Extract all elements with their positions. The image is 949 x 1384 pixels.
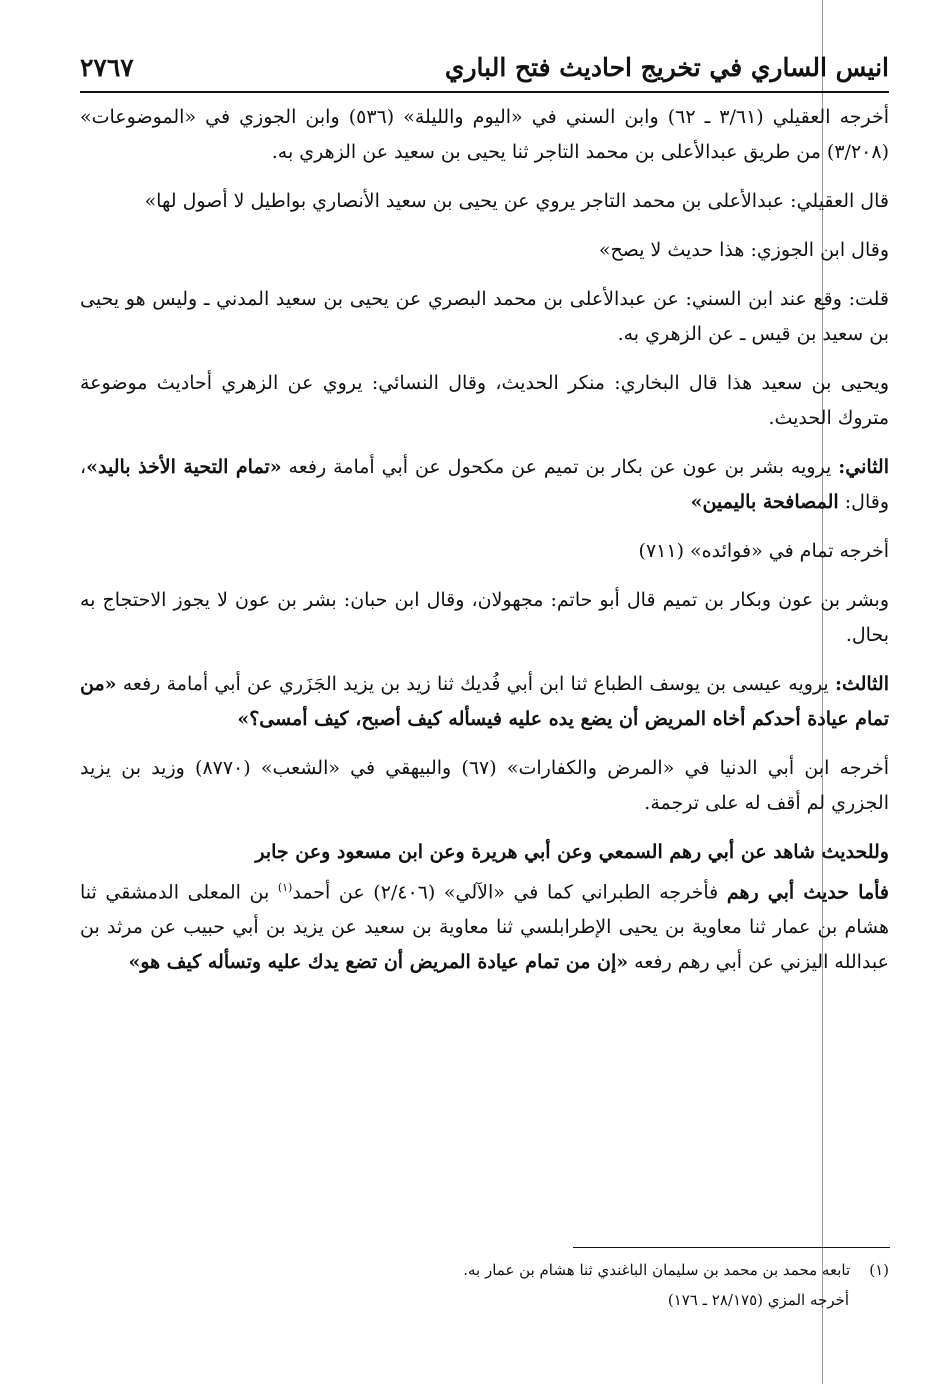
- paragraph-9: [80, 667, 889, 737]
- paragraph-8: وبشر بن عون وبكار بن تميم قال أبو حاتم: مجهولان، وقال ابن حبان: بشر بن عون لا يجوز الاحتجاج به بحال.: [80, 589, 889, 646]
- running-title: انيس الساري في تخريج احاديث فتح الباري: [444, 53, 889, 82]
- witness-heading: وللحديث شاهد عن أبي رهم السمعي وعن أبي هريرة وعن ابن مسعود وعن جابر: [255, 841, 889, 863]
- page-number: ٢٧٦٧: [80, 53, 134, 82]
- header-rule: [80, 91, 889, 93]
- footnote-reference[interactable]: (١): [277, 881, 293, 894]
- footnote-1-text: تابعه محمد بن محمد بن سليمان الباغندي ثنا هشام بن عمار به.: [463, 1261, 851, 1279]
- paragraph-6-text: يرويه بشر بن عون عن بكار بن تميم عن مكحول عن أبي أمامة رفعه: [281, 456, 839, 478]
- footnote-1-line-2: أخرجه المزي (٢٨/١٧٥ ـ ١٧٦): [667, 1291, 849, 1309]
- hadith-text-2: المصافحة باليمين»: [690, 491, 839, 513]
- paragraph-6-mid: ، وقال:: [80, 456, 889, 513]
- paragraph-12: [80, 870, 889, 980]
- paragraph-12-text: فأخرجه الطبراني كما في «الآلي» (٢/٤٠٦) عن أحمد: [292, 881, 727, 904]
- abu-ruhm-heading: فأما حديث أبي رهم: [726, 881, 890, 904]
- hadith-text-3: «من تمام عيادة أحدكم أخاه المريض أن يضع يده عليه فيسأله كيف أصبح، كيف أمسى؟»: [80, 673, 889, 730]
- hadith-text-1: «تمام التحية الأخذ باليد»: [86, 456, 282, 478]
- section-label-second: الثاني:: [838, 456, 889, 478]
- paragraph-12-text-2: بن المعلى الدمشقي ثنا هشام بن عمار ثنا معاوية بن يحيى الإطرابلسي ثنا معاوية بن سعيد عن يزيد بن أبي حبيب عن مرثد بن عبدالله اليزني عن أبي رهم رفعه: [80, 881, 889, 974]
- paragraph-6: [80, 450, 889, 520]
- paragraph-5: ويحيى بن سعيد هذا قال البخاري: منكر الحديث، وقال النسائي: يروي عن الزهري أحاديث موضوعة متروك الحديث.: [80, 372, 889, 429]
- paragraph-10: أخرجه ابن أبي الدنيا في «المرض والكفارات» (٦٧) والبيهقي في «الشعب» (٨٧٧٠) وزيد بن يزيد الجزري لم أقف له على ترجمة.: [80, 757, 889, 814]
- paragraph-7: أخرجه تمام في «فوائده» (٧١١): [638, 540, 889, 562]
- footnote-1-line-1: [80, 1255, 889, 1285]
- section-label-third: الثالث:: [834, 673, 889, 695]
- paragraph-4: قلت: وقع عند ابن السني: عن عبدالأعلى بن محمد البصري عن يحيى بن سعيد المدني ـ وليس هو يحيى بن سعيد بن قيس ـ عن الزهري به.: [80, 288, 889, 345]
- paragraph-2: قال العقيلي: عبدالأعلى بن محمد التاجر يروي عن يحيى بن سعيد الأنصاري بواطيل لا أصول لها»: [144, 190, 889, 212]
- paragraph-1: أخرجه العقيلي (٣/٦١ ـ ٦٢) وابن السني في «اليوم والليلة» (٥٣٦) وابن الجوزي في «الموضوعات» (٣/٢٠٨) من طريق عبدالأعلى بن محمد التاجر ثنا يحيى بن سعيد عن الزهري به.: [80, 106, 890, 163]
- paragraph-9-text: يرويه عيسى بن يوسف الطباع ثنا ابن أبي فُديك ثنا زيد بن يزيد الجَزَري عن أبي أمامة رفعه: [116, 673, 835, 695]
- paragraph-3: وقال ابن الجوزي: هذا حديث لا يصح»: [598, 239, 889, 261]
- main-text: [80, 100, 889, 994]
- page-header: [80, 50, 889, 90]
- footnote-rule: [573, 1247, 890, 1248]
- hadith-text-4: «إن من تمام عيادة المريض أن تضع يدك عليه وتسأله كيف هو»: [128, 951, 629, 974]
- footnotes: [80, 1255, 889, 1315]
- footnote-1-marker: (١): [869, 1261, 889, 1279]
- paragraph-11: [80, 835, 889, 870]
